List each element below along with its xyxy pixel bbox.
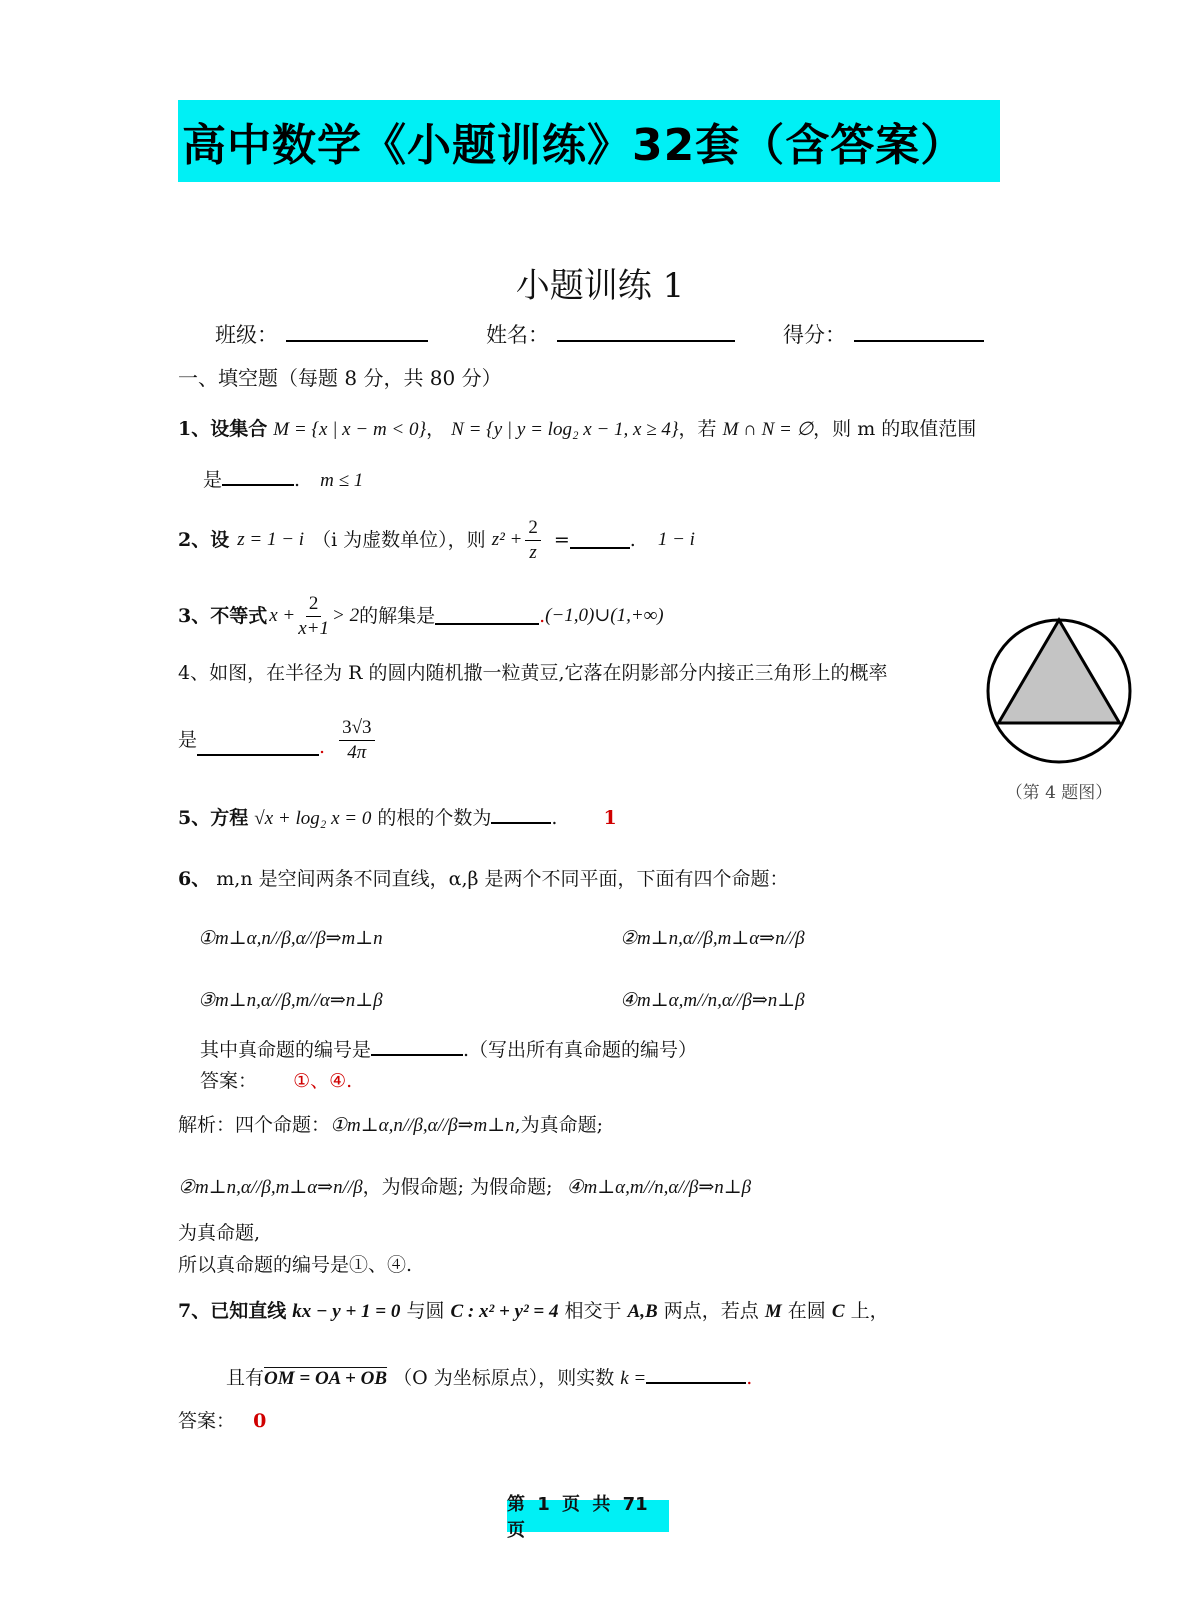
q6-analysis-prop1-verdict: ,为真命题; bbox=[514, 1114, 604, 1136]
q7-expr-circle: C : x² + y² = 4 bbox=[450, 1301, 559, 1322]
q7-answer: 0 bbox=[253, 1410, 267, 1432]
q3-answer-blank[interactable] bbox=[435, 607, 539, 625]
question-3 bbox=[178, 592, 664, 641]
q5-answer: 1 bbox=[603, 807, 617, 829]
q7-prefix: 7、已知直线 bbox=[178, 1300, 287, 1322]
question-7 bbox=[178, 1300, 889, 1324]
q6-ask-prefix: 其中真命题的编号是 bbox=[200, 1039, 372, 1061]
q3-prefix: 3、不等式 bbox=[178, 604, 268, 627]
q7-expr-m: M bbox=[764, 1301, 782, 1322]
q6-analysis-line4: 所以真命题的编号是①、④. bbox=[178, 1254, 413, 1276]
page-footer bbox=[507, 1494, 669, 1541]
q2-fraction bbox=[525, 516, 541, 565]
q6-analysis-prop2: ②m⊥n,α//β,m⊥α⇒n//β bbox=[178, 1177, 363, 1198]
q4-answer-num: 3√3 bbox=[339, 716, 374, 741]
q4-answer-den: 4π bbox=[347, 741, 367, 763]
q7-line2-prefix: 且有 bbox=[226, 1367, 265, 1389]
q3-expr-x: x + bbox=[269, 604, 296, 626]
q7-mid2: 相交于 bbox=[564, 1300, 622, 1322]
q2-answer: 1 − i bbox=[657, 528, 695, 550]
q1-answer: m ≤ 1 bbox=[320, 470, 364, 491]
q7-answer-row bbox=[178, 1410, 266, 1433]
q4-line2-prefix: 是 bbox=[178, 728, 198, 751]
q6-analysis-prop2-verdict: ，为假命题; 为假命题; bbox=[362, 1176, 553, 1198]
q7-k: k = bbox=[620, 1368, 647, 1389]
class-label: 班级： bbox=[215, 323, 278, 347]
q2-dot: . bbox=[629, 528, 636, 551]
q7-dot: . bbox=[746, 1367, 753, 1389]
q7-answer-blank[interactable] bbox=[646, 1366, 746, 1384]
q1-prefix: 1、设集合 bbox=[178, 418, 268, 440]
q6-answer-blank[interactable] bbox=[371, 1038, 463, 1056]
q7-mid3: 两点，若点 bbox=[663, 1300, 759, 1322]
q3-suffix: 的解集是 bbox=[359, 604, 436, 627]
q4-dot: . bbox=[319, 735, 326, 758]
name-blank[interactable] bbox=[557, 318, 735, 342]
q1-answer-blank[interactable] bbox=[222, 468, 294, 486]
q7-expr-line: kx − y + 1 = 0 bbox=[292, 1301, 401, 1322]
q2-frac-num: 2 bbox=[525, 516, 541, 541]
class-blank[interactable] bbox=[286, 318, 428, 342]
title-banner bbox=[178, 100, 1000, 182]
q1-expr-n: N = {y | y = log₂ x − 1, x ≥ 4} bbox=[451, 419, 679, 440]
q7-suffix: 上， bbox=[850, 1300, 889, 1322]
question-1 bbox=[178, 418, 976, 442]
proposition-1: ①m⊥α,n//β,α//β⇒m⊥n bbox=[198, 928, 383, 949]
student-info-fields bbox=[215, 318, 984, 349]
name-label: 姓名： bbox=[486, 323, 549, 347]
q5-answer-blank[interactable] bbox=[491, 806, 551, 824]
q1-suffix: ，则 m 的取值范围 bbox=[813, 418, 977, 440]
q2-expr-z: z = 1 − i bbox=[237, 528, 305, 550]
q2-eq: = bbox=[553, 528, 570, 551]
q3-frac-num: 2 bbox=[306, 592, 322, 617]
q5-dot: . bbox=[551, 807, 558, 829]
q7-mid1: 与圆 bbox=[406, 1300, 445, 1322]
score-label: 得分： bbox=[783, 323, 846, 347]
q6-analysis-line1 bbox=[178, 1114, 603, 1138]
q6-analysis-prop1: ①m⊥α,n//β,α//β⇒m⊥n bbox=[330, 1115, 515, 1136]
question-7-line2 bbox=[226, 1366, 752, 1391]
circle-inscribed-triangle-figure bbox=[985, 617, 1133, 765]
q4-answer-blank[interactable] bbox=[197, 738, 319, 756]
q7-line2-mid: （O 为坐标原点），则实数 bbox=[393, 1367, 615, 1389]
question-5 bbox=[178, 806, 617, 831]
q6-answer-label: 答案： bbox=[200, 1070, 258, 1092]
document-title: 小题训练 1 bbox=[515, 266, 685, 306]
q3-frac-den: x+1 bbox=[298, 617, 330, 639]
q1-line2-prefix: 是 bbox=[203, 469, 223, 491]
proposition-4: ④m⊥α,m//n,α//β⇒n⊥β bbox=[620, 990, 805, 1011]
page-number: 第 1 页 共 71 页 bbox=[507, 1494, 648, 1541]
q2-frac-den: z bbox=[529, 541, 537, 563]
q2-answer-blank[interactable] bbox=[570, 531, 630, 549]
q1-expr-intersection: M ∩ N = ∅ bbox=[722, 419, 814, 440]
q6-analysis-line2 bbox=[178, 1176, 751, 1200]
q1-expr-m: M = {x | x − m < 0} bbox=[273, 419, 427, 440]
q1-mid: ，若 bbox=[678, 418, 717, 440]
score-blank[interactable] bbox=[854, 318, 984, 342]
q7-answer-label: 答案： bbox=[178, 1410, 236, 1432]
q6-analysis-label: 解析：四个命题： bbox=[178, 1114, 331, 1136]
figure-caption: （第 4 题图） bbox=[1005, 783, 1113, 803]
section-heading: 一、填空题（每题 8 分，共 80 分） bbox=[178, 366, 502, 390]
q6-analysis-line3: 为真命题, bbox=[178, 1222, 261, 1244]
q1-sep: ， bbox=[426, 418, 446, 440]
q3-answer: (−1,0)∪(1,+∞) bbox=[545, 604, 664, 626]
q6-text: m,n 是空间两条不同直线，α,β 是两个不同平面，下面有四个命题： bbox=[216, 868, 789, 890]
question-2 bbox=[178, 516, 695, 565]
q7-vector-equation: OM = OA + OB bbox=[264, 1368, 388, 1389]
q6-answer-row bbox=[200, 1070, 352, 1093]
q5-expr: √x + log₂ x = 0 bbox=[254, 808, 372, 829]
question-6 bbox=[178, 868, 789, 891]
q2-mid: （i 为虚数单位），则 bbox=[312, 528, 486, 551]
q6-ask bbox=[200, 1038, 697, 1062]
q6-answer: ①、④. bbox=[293, 1070, 353, 1092]
banner-title: 高中数学《小题训练》32套（含答案） bbox=[182, 120, 966, 171]
question-4-line2 bbox=[178, 716, 378, 765]
q4-answer bbox=[339, 716, 374, 765]
q7-expr-c: C bbox=[831, 1301, 845, 1322]
q4-text: 4、如图，在半径为 R 的圆内随机撒一粒黄豆,它落在阴影部分内接正三角形上的概率 bbox=[178, 662, 888, 684]
q3-expr-gt: > 2 bbox=[332, 604, 360, 626]
q5-suffix: 的根的个数为 bbox=[377, 807, 492, 829]
q7-expr-ab: A,B bbox=[627, 1301, 658, 1322]
q6-ask-suffix: .（写出所有真命题的编号） bbox=[463, 1039, 698, 1061]
q2-expr-z2: z² + bbox=[491, 528, 523, 550]
proposition-2: ②m⊥n,α//β,m⊥α⇒n//β bbox=[620, 928, 805, 949]
q1-dot: . bbox=[294, 469, 301, 491]
question-4 bbox=[178, 662, 888, 685]
q3-dot: . bbox=[539, 604, 546, 627]
q2-prefix: 2、设 bbox=[178, 528, 230, 551]
q5-prefix: 5、方程 bbox=[178, 807, 249, 829]
q6-analysis-prop4: ④m⊥α,m//n,α//β⇒n⊥β bbox=[566, 1177, 752, 1198]
q7-mid4: 在圆 bbox=[787, 1300, 826, 1322]
proposition-3: ③m⊥n,α//β,m//α⇒n⊥β bbox=[198, 990, 383, 1011]
q3-fraction bbox=[298, 592, 329, 641]
question-1-line2 bbox=[203, 468, 363, 493]
q6-prefix: 6、 bbox=[178, 868, 211, 890]
